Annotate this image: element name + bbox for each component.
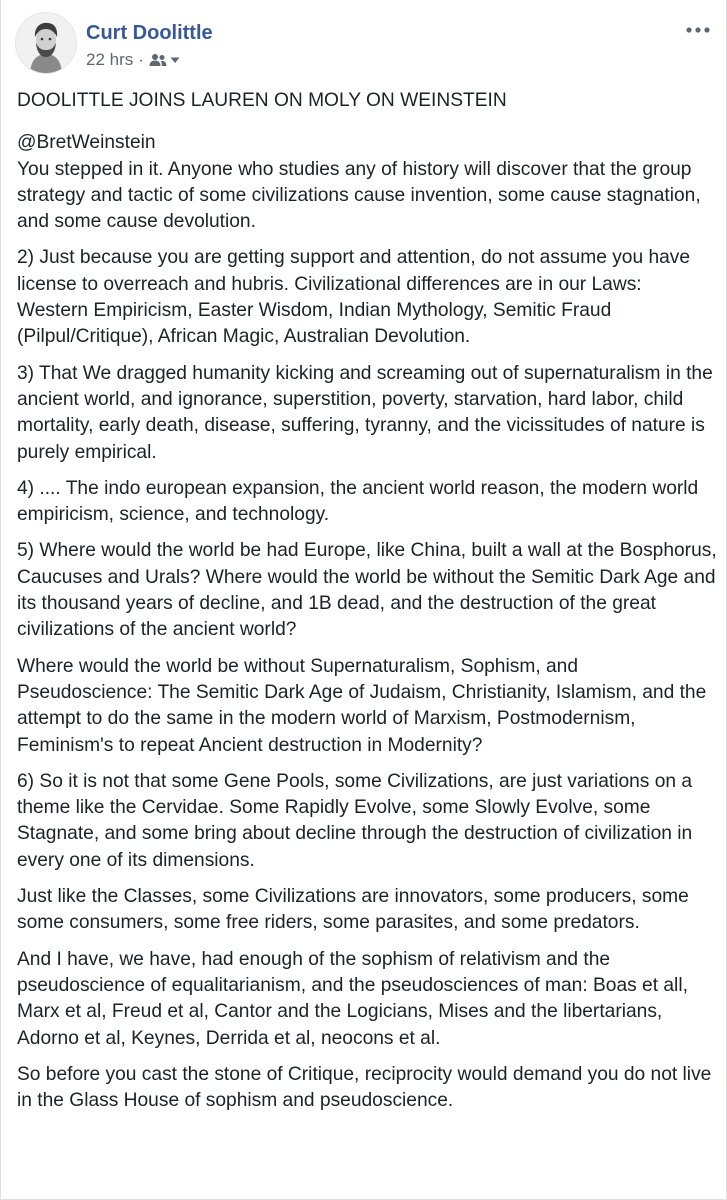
- post-paragraph: Where would the world be without Supernaturalism, Sophism, and Pseudoscience: The Semitic Dark Age of Judaism, Christianity, Islamism, and the attempt to do the same in the modern world of Marxism, Postmodernism, Feminism's to repeat Ancient destruction in Modernity?: [17, 655, 707, 756]
- author-name-link[interactable]: Curt Doolittle: [86, 22, 213, 44]
- post-title: DOOLITTLE JOINS LAUREN ON MOLY ON WEINSTEIN: [17, 90, 507, 111]
- friends-icon: [149, 53, 167, 67]
- audience-selector[interactable]: [149, 53, 180, 67]
- more-options-button[interactable]: [681, 20, 715, 40]
- post-paragraph: Just like the Classes, some Civilizations are innovators, some producers, some some consumers, some free riders, some parasites, and some predators.: [17, 886, 689, 934]
- post-meta: [86, 50, 180, 70]
- post-paragraph: 2) Just because you are getting support and attention, do not assume you have license to overreach and hubris. Civilizational differences are in our Laws: Western Empiricism, Easter Wisdom, Indian Mythology, Semitic Fraud (Pilpul/Critique), African Magic, Australian Devolution.: [17, 247, 691, 348]
- post-paragraph: So before you cast the stone of Critique, reciprocity would demand you do not live in the Glass House of sophism and pseudoscience.: [17, 1063, 712, 1112]
- timestamp-link[interactable]: 22 hrs: [86, 50, 134, 69]
- post-paragraph: @BretWeinstein You stepped in it. Anyone who studies any of history will discover that the group strategy and tactic of some civilizations cause invention, some cause stagnation, and some cause devolution.: [17, 132, 701, 233]
- post-paragraph: And I have, we have, had enough of the sophism of relativism and the pseudoscience of equalitarianism, and the pseudosciences of man: Boas et all, Marx et al, Freud et al, Cantor and the Logicians, Mises and the libertarians, Adorno et al, Keynes, Derrida et al, neocons et al.: [17, 948, 688, 1049]
- more-options-icon: [685, 26, 711, 34]
- avatar-portrait: [16, 13, 76, 73]
- post-paragraph: 6) So it is not that some Gene Pools, some Civilizations, are just variations on a theme like the Cervidae. Some Rapidly Evolve, some Slowly Evolve, some Stagnate, and some bring about decline through the destruction of civilization in every one of its dimensions.: [17, 770, 693, 871]
- post-paragraph: 4) .... The indo european expansion, the ancient world reason, the modern world empiricism, science, and technology.: [17, 477, 699, 526]
- post-body: [17, 88, 717, 1124]
- avatar[interactable]: [15, 12, 77, 74]
- post-paragraph: 3) That We dragged humanity kicking and screaming out of supernaturalism in the ancient world, and ignorance, superstition, poverty, starvation, hard labor, child mortality, early death, disease, suffering, tyranny, and the vicissitudes of nature is purely empirical.: [17, 362, 713, 463]
- post-paragraph: 5) Where would the world be had Europe, like China, built a wall at the Bosphorus, Caucuses and Urals? Where would the world be without the Semitic Dark Age and its thousand years of decline, and 1B dead, and the destruction of the great civilizations of the ancient world?: [17, 540, 717, 641]
- meta-separator: ·: [138, 50, 144, 69]
- caret-down-icon: [170, 56, 180, 64]
- post-header: [15, 12, 715, 76]
